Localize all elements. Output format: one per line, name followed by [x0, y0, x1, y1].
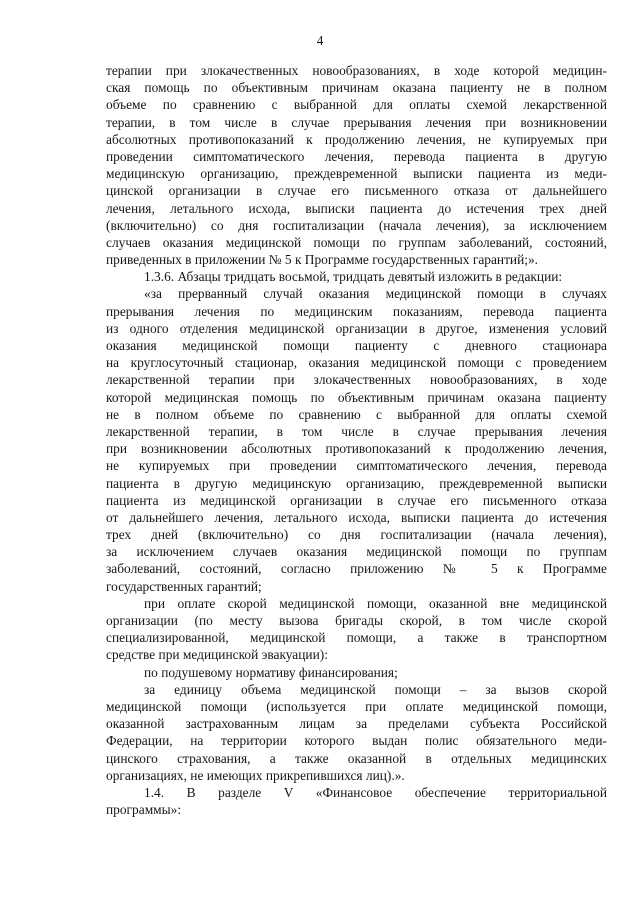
text-line: которой медицинская помощь по объективным причинам оказана пациенту [106, 389, 607, 405]
text-line: при оплате скорой медицинской помощи, оказанной вне медицинской [144, 595, 607, 611]
text-line: на круглосуточный стационар, оказания медицинской помощи с проведением [106, 355, 607, 371]
text-line: цинского страхования, а также оказанной в отдельных медицинских [106, 750, 607, 766]
text-line: (включительно) со дня госпитализации (начала лечения), за исключением [106, 217, 607, 233]
text-line: оказанной застрахованным лицам за пределами субъекта Российской [106, 716, 607, 732]
text-line: за единицу объема медицинской помощи – за вызов скорой [144, 681, 607, 697]
text-line: средстве при медицинской эвакуации): [106, 647, 328, 663]
text-line: организациях, не имеющих прикрепившихся лиц).». [106, 767, 405, 783]
text-line: 1.4. В разделе V «Финансовое обеспечение территориальной [144, 784, 607, 800]
text-line: абсолютных противопоказаний к продолжению лечения, не купируемых при [106, 131, 607, 147]
text-line: терапии, в том числе в случае прерывания лечения при возникновении [106, 114, 607, 130]
text-line: терапии при злокачественных новообразованиях, в ходе которой медицин- [106, 63, 607, 78]
text-line: лечения, летального исхода, выписки пациента до истечения трех дней [106, 200, 607, 216]
text-line: из одного отделения медицинской организации в другое, изменения условий [106, 320, 607, 336]
text-line: медицинскую организацию, преждевременной выписки пациента из меди- [106, 166, 607, 182]
text-line: цинской организации в случае его письменного отказа от дальнейшего [106, 183, 607, 199]
text-line: случаев оказания медицинской помощи по группам заболеваний, состояний, [106, 234, 607, 250]
text-line: ская помощь по объективным причинам оказана пациенту не в полном [106, 80, 607, 96]
page-number: 4 [316, 33, 324, 48]
text-line: прерывания лечения по медицинским показаниям, перевода пациента [106, 303, 607, 319]
text-line: Федерации, на территории которого выдан полис обязательного меди- [106, 733, 607, 749]
text-line: при возникновении абсолютных противопоказаний к продолжению лечения, [106, 441, 607, 457]
text-line: организации (по месту вызова бригады скорой, в том числе скорой [106, 613, 607, 628]
text-line: пациента из медицинской организации в случае его письменного отказа [106, 492, 607, 508]
text-line: объеме по сравнению с выбранной для оплаты схемой лекарственной [106, 97, 607, 113]
text-line: приведенных в приложении № 5 к Программе государственных гарантий;». [106, 252, 539, 268]
text-line: не в полном объеме по сравнению с выбранной для оплаты схемой [106, 406, 607, 422]
document-body [106, 62, 607, 818]
text-line: не купируемых при проведении симптоматического лечения, перевода [106, 458, 607, 474]
text-line: оказания медицинской помощи пациенту с дневного стационара [106, 338, 607, 353]
text-line: заболеваний, состояний, согласно приложению № 5 к Программе [106, 561, 607, 577]
text-line: за исключением случаев оказания медицинской помощи по группам [106, 544, 607, 560]
text-line: трех дней (включительно) со дня госпитализации (начала лечения), [106, 527, 607, 543]
text-line: лекарственной терапии, в том числе в случае прерывания лечения [106, 423, 607, 439]
text-line: 1.3.6. Абзацы тридцать восьмой, тридцать девятый изложить в редакции: [144, 269, 563, 285]
text-line: государственных гарантий; [106, 578, 262, 594]
text-line: медицинской помощи (используется при оплате медицинской помощи, [106, 698, 607, 714]
text-line: лекарственной терапии при злокачественных новообразованиях, в ходе [106, 372, 607, 388]
text-line: проведении симптоматического лечения, перевода пациента в другую [106, 148, 607, 164]
text-line: от дальнейшего лечения, летального исхода, выписки пациента до истечения [106, 509, 607, 525]
text-line: специализированной, медицинской помощи, а также в транспортном [106, 630, 607, 646]
text-line: пациента в другую медицинскую организацию, преждевременной выписки [106, 475, 607, 491]
text-line: программы»: [106, 802, 182, 818]
text-line: «за прерванный случай оказания медицинской помощи в случаях [144, 286, 607, 302]
text-line: по подушевому нормативу финансирования; [144, 664, 398, 680]
